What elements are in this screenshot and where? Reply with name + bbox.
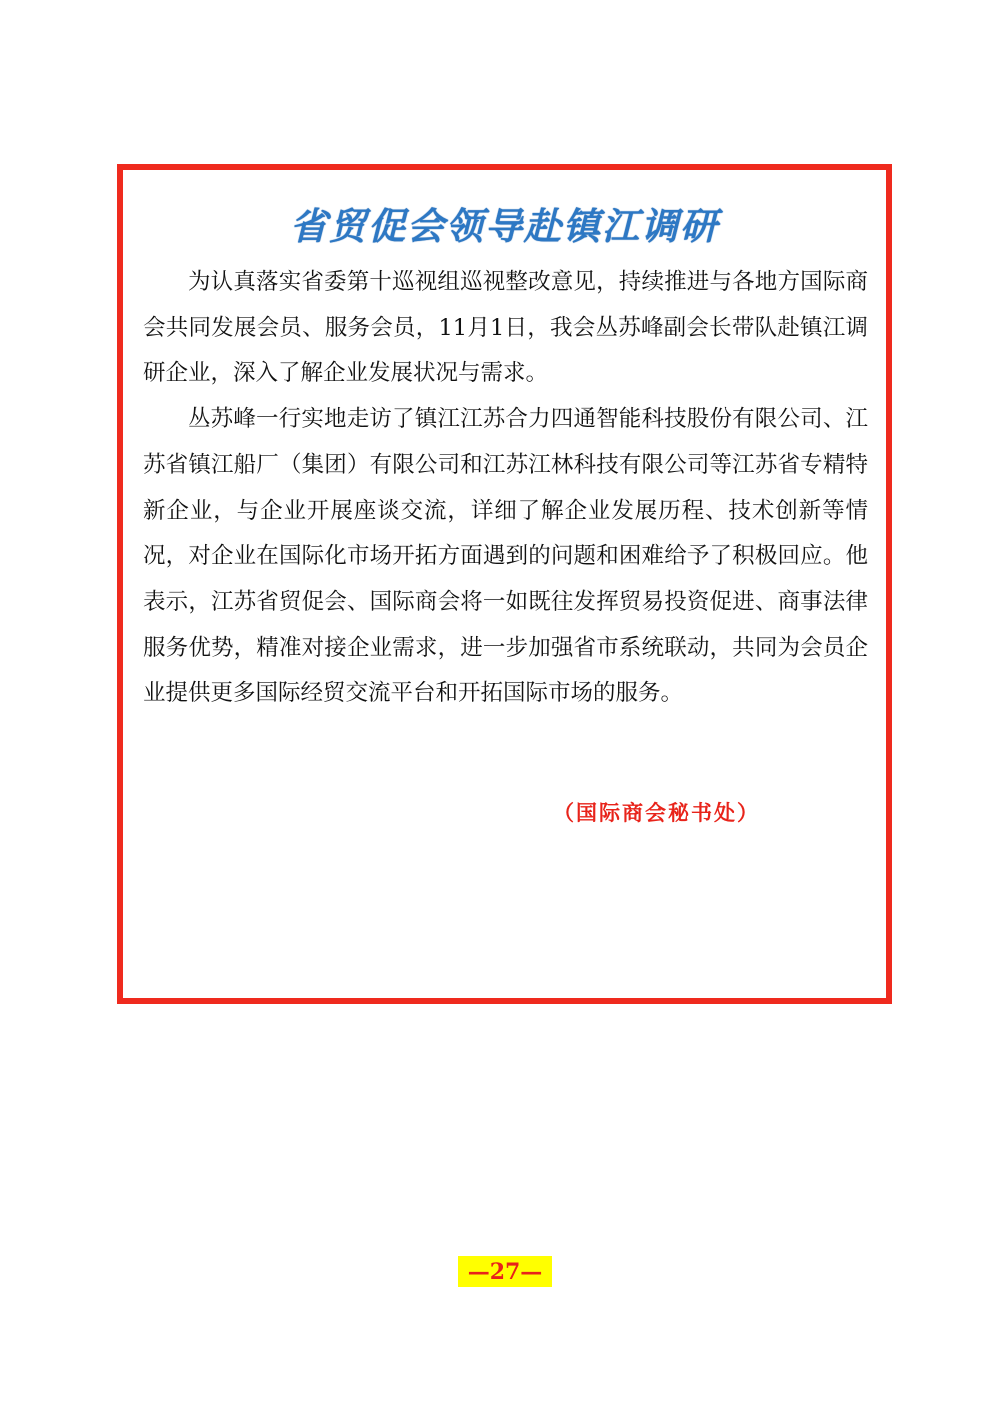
page-border-frame (117, 164, 892, 1004)
article-body (143, 260, 868, 717)
article-paragraph-1: 为认真落实省委第十巡视组巡视整改意见，持续推进与各地方国际商会共同发展会员、服务会员，11月1日，我会丛苏峰副会长带队赴镇江调研企业，深入了解企业发展状况与需求。 (143, 269, 868, 387)
article-paragraph-2: 丛苏峰一行实地走访了镇江江苏合力四通智能科技股份有限公司、江苏省镇江船厂（集团）有限公司和江苏江林科技有限公司等江苏省专精特新企业，与企业开展座谈交流，详细了解企业发展历程、技术创新等情况，对企业在国际化市场开拓方面遇到的问题和困难给予了积极回应。他表示，江苏省贸促会、国际商会将一如既往发挥贸易投资促进、商事法律服务优势，精准对接企业需求，进一步加强省市系统联动，共同为会员企业提供更多国际经贸交流平台和开拓国际市场的服务。 (143, 406, 868, 707)
article-title: 省贸促会领导赴镇江调研 (290, 204, 719, 248)
article-signature: （国际商会秘书处） (553, 801, 760, 825)
page-number: —27— (458, 1256, 552, 1287)
